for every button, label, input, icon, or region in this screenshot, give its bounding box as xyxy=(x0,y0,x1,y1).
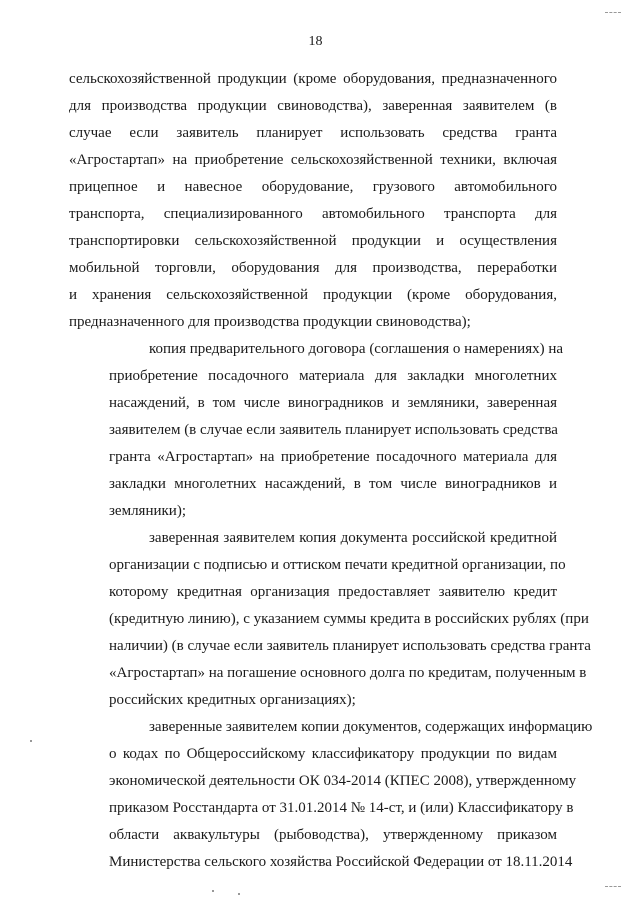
text-line: земляники); xyxy=(109,503,186,519)
paragraph xyxy=(69,525,591,714)
text-line: предназначенного для производства продукции свиноводства); xyxy=(69,314,471,330)
text-line: заверенная заявителем копия документа российской кредитной xyxy=(149,530,557,546)
text-line: о кодах по Общероссийскому классификатору продукции по видам xyxy=(109,746,557,762)
text-line: сельскохозяйственной продукции (кроме оборудования, предназначенного xyxy=(69,71,557,87)
text-line: которому кредитная организация предоставляет заявителю кредит xyxy=(109,584,557,600)
scan-edge-mark-top xyxy=(605,12,621,15)
scan-speck xyxy=(212,890,214,892)
text-line: «Агростартап» на приобретение сельскохозяйственной техники, включая xyxy=(69,152,557,168)
text-line: прицепное и навесное оборудование, грузового автомобильного xyxy=(69,179,557,195)
paragraph xyxy=(69,66,557,336)
text-line: приобретение посадочного материала для закладки многолетних xyxy=(109,368,557,384)
text-line: области аквакультуры (рыбоводства), утвержденному приказом xyxy=(109,827,557,843)
text-line: российских кредитных организациях); xyxy=(109,692,356,708)
text-line: насаждений, в том числе виноградников и земляники, заверенная xyxy=(109,395,557,411)
paragraph xyxy=(69,714,593,876)
text-line: (кредитную линию), с указанием суммы кредита в российских рублях (при xyxy=(109,611,589,627)
text-line: закладки многолетних насаждений, в том числе виноградников и xyxy=(109,476,557,492)
document-body xyxy=(69,66,593,876)
text-line: приказом Росстандарта от 31.01.2014 № 14-ст, и (или) Классификатору в xyxy=(109,800,574,816)
text-line: экономической деятельности ОК 034-2014 (КПЕС 2008), утвержденному xyxy=(109,773,577,789)
paragraph xyxy=(69,336,564,525)
text-line: мобильной торговли, оборудования для производства, переработки xyxy=(69,260,557,276)
text-line: заверенные заявителем копии документов, содержащих информацию xyxy=(149,719,593,735)
text-line: транспортировки сельскохозяйственной продукции и осуществления xyxy=(69,233,557,249)
text-line: и хранения сельскохозяйственной продукции (кроме оборудования, xyxy=(69,287,557,303)
scan-edge-mark-bottom xyxy=(605,886,621,889)
page-number: 18 xyxy=(308,34,323,49)
text-line: транспорта, специализированного автомобильного транспорта для xyxy=(69,206,557,222)
text-line: «Агростартап» на погашение основного долга по кредитам, полученным в xyxy=(109,665,587,681)
text-line: для производства продукции свиноводства), заверенная заявителем (в xyxy=(69,98,557,114)
text-line: Министерства сельского хозяйства Российской Федерации от 18.11.2014 xyxy=(109,854,573,870)
text-line: организации с подписью и оттиском печати кредитной организации, по xyxy=(109,557,566,573)
text-line: случае если заявитель планирует использовать средства гранта xyxy=(69,125,557,141)
text-line: гранта «Агростартап» на приобретение посадочного материала для xyxy=(109,449,557,465)
text-line: наличии) (в случае если заявитель планирует использовать средства гранта xyxy=(109,638,591,654)
text-line: копия предварительного договора (соглашения о намерениях) на xyxy=(149,341,564,357)
scan-speck xyxy=(30,740,32,742)
scan-speck xyxy=(238,893,240,895)
text-line: заявителем (в случае если заявитель планирует использовать средства xyxy=(109,422,558,438)
